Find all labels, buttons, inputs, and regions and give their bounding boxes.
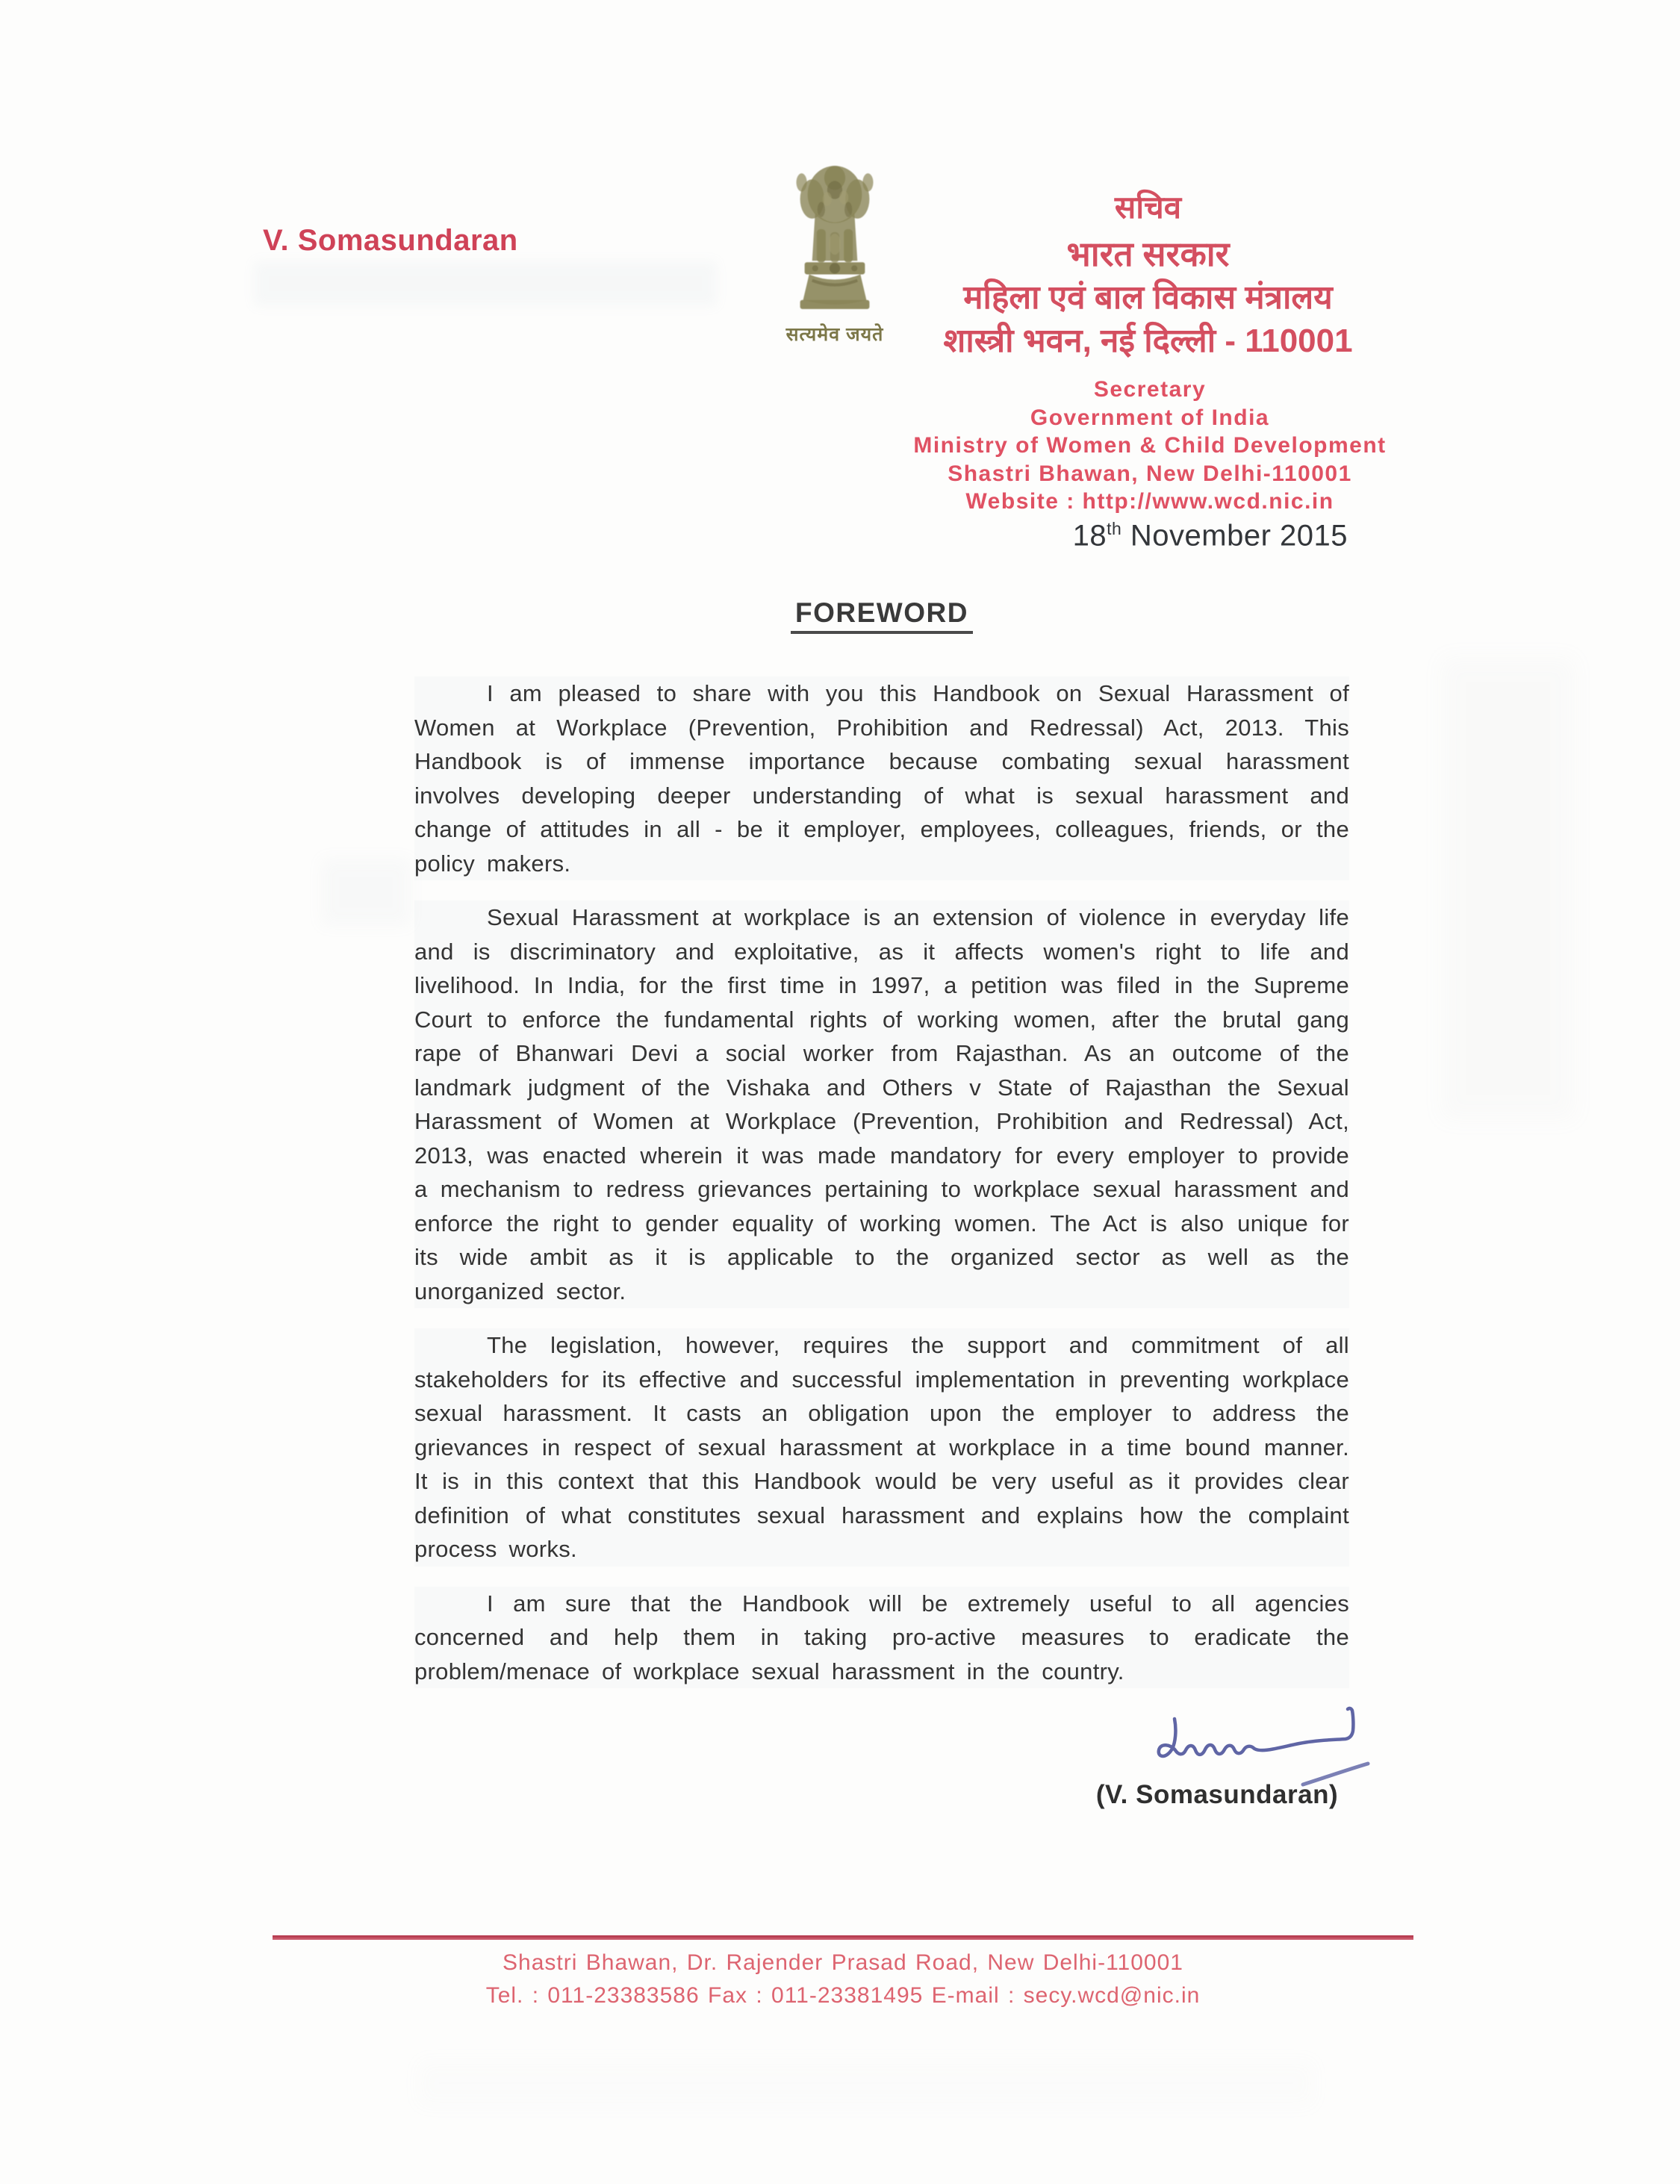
scan-smudge [418,2061,1314,2106]
footer-contact: Tel. : 011-23383586 Fax : 011-23381495 E-mail : secy.wcd@nic.in [485,1983,1201,2008]
sender-name: V. Somasundaran [263,224,518,257]
hindi-ministry: महिला एवं बाल विकास मंत्रालय [963,279,1333,316]
letter-date [971,519,1348,553]
scan-smudge [321,859,411,926]
signatory-name: (V. Somasundaran) [1095,1780,1339,1809]
ministry: Ministry of Women & Child Development [913,433,1387,458]
scan-smudge [1441,657,1575,1120]
scan-smudge [254,261,717,306]
government: Government of India [1030,405,1270,430]
letterhead-english-block [851,376,1449,516]
paragraph-3: The legislation, however, requires the support and commitment of all stakeholders for its effective and successful implementation in preventing workplace sexual harassment. It casts an obligation upon the employer to address the grievances in respect of sexual harassment at workplace in a time bound manner. It is in this context that this Handbook would be very useful as it provides clear definition of what constitutes sexual harassment and explains how the complaint process works. [414,1328,1349,1567]
office-address: Shastri Bhawan, New Delhi-110001 [948,461,1352,486]
document-heading: FOREWORD [791,597,973,634]
hindi-government: भारत सरकार [1066,234,1230,273]
designation: Secretary [1093,377,1207,402]
hindi-designation: सचिव [1114,190,1182,225]
letterhead-hindi-block [870,184,1426,363]
document-heading-wrap [414,597,1349,634]
date-day: 18 [1072,519,1107,553]
hindi-address: शास्त्री भवन, नई दिल्ली - 110001 [943,323,1353,359]
website-line: Website : http://www.wcd.nic.in [965,489,1334,514]
date-ordinal: th [1107,519,1122,538]
paragraph-2: Sexual Harassment at workplace is an extension of violence in everyday life and is discriminatory and exploitative, as it affects women's right to life and livelihood. In India, for the first time in 1997, a petition was filed in the Supreme Court to enforce the fundamental rights of working women, after the brutal gang rape of Bhanwari Devi a social worker from Rajasthan. As an outcome of the landmark judgment of the Vishaka and Others v State of Rajasthan the Sexual Harassment of Women at Workplace (Prevention, Prohibition and Redressal) Act, 2013, was enacted wherein it was made mandatory for every employer to provide a mechanism to redress grievances pertaining to workplace sexual harassment and enforce the right to gender equality of working women. The Act is also unique for its wide ambit as it is applicable to the organized sector as well as the unorganized sector. [414,900,1349,1308]
footer-rule [273,1935,1413,1940]
paragraph-1: I am pleased to share with you this Handbook on Sexual Harassment of Women at Workplace (Prevention, Prohibition and Redressal) Act, 2013. This Handbook is of immense importance because combating sexual harassment involves developing deeper understanding of what is sexual harassment and change of attitudes in all - be it employer, employees, colleagues, friends, or the policy makers. [414,676,1349,880]
letter-body [414,676,1349,1708]
footer-address: Shastri Bhawan, Dr. Rajender Prasad Road, New Delhi-110001 [503,1950,1183,1975]
paragraph-4: I am sure that the Handbook will be extremely useful to all agencies concerned and help them in taking pro-active measures to eradicate the problem/menace of workplace sexual harassment in the country. [414,1587,1349,1689]
emblem-motto: सत्यमेव जयते [785,324,884,345]
date-rest: November 2015 [1121,519,1348,553]
